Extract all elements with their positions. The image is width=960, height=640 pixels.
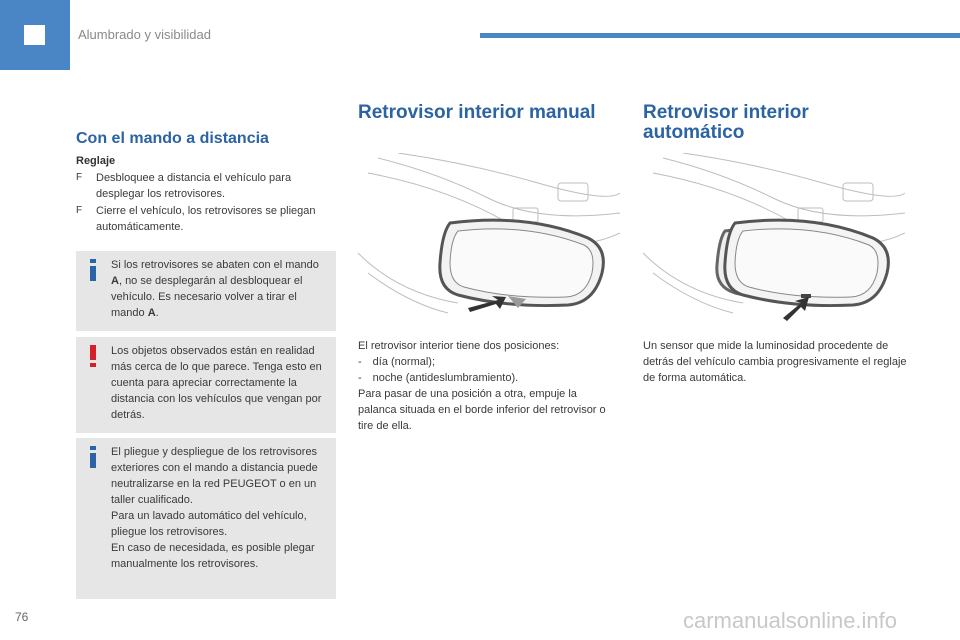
note-text: Para un lavado automático del vehículo, pliegue los retrovisores. — [111, 510, 307, 538]
list-item — [76, 170, 336, 202]
bullet-list — [76, 170, 336, 236]
section-title: Alumbrado y visibilidad — [78, 27, 211, 42]
manual-interior-mirror-illustration — [358, 153, 620, 323]
info-icon — [86, 446, 100, 468]
note-text: Los objetos observados están en realidad más cerca de lo que parece. Tenga esto en cuenta para apreciar correctamente la distancia con los vehículos que vengan por detrás. — [111, 345, 322, 421]
note-text: Si los retrovisores se abaten con el mando A, no se desplegarán al desbloquear el vehículo. Es necesario volver a tirar el mando A. — [111, 259, 319, 319]
manual-mirror-text: El retrovisor interior tiene dos posiciones: - día (normal); - noche (antideslumbramiento). Para pasar de una posición a otra, empuje la palanca situada en el borde inferior del retrovisor o tire de ella. — [358, 340, 606, 432]
automatic-interior-mirror-illustration — [643, 153, 905, 323]
warning-note — [76, 337, 336, 433]
list-item — [76, 203, 336, 235]
note-text: En caso de necesidada, es posible plegar manualmente los retrovisores. — [111, 542, 315, 570]
info-note — [76, 251, 336, 331]
remote-control-heading: Con el mando a distancia — [76, 130, 269, 147]
exclamation-icon — [86, 345, 100, 367]
page-number: 76 — [15, 610, 29, 624]
adjustment-subheading: Reglaje — [76, 155, 116, 167]
bullet-marker: F — [76, 172, 83, 183]
manual-mirror-heading: Retrovisor interior manual — [358, 102, 596, 123]
bullet-marker: F — [76, 205, 83, 216]
bullet-text: Cierre el vehículo, los retrovisores se pliegan automáticamente. — [96, 205, 316, 233]
header-rule — [480, 33, 960, 38]
watermark: carmanualsonline.info — [683, 608, 898, 633]
bullet-text: Desbloquee a distancia el vehículo para desplegar los retrovisores. — [96, 172, 292, 200]
corner-square — [24, 25, 45, 45]
corner-tab — [0, 0, 70, 70]
automatic-mirror-text: Un sensor que mide la luminosidad procedente de detrás del vehículo cambia progresivamente el reglaje de forma automática. — [643, 340, 907, 384]
info-note — [76, 438, 336, 599]
automatic-mirror-heading: Retrovisor interior automático — [643, 102, 809, 143]
note-text: El pliegue y despliegue de los retrovisores exteriores con el mando a distancia puede neutralizarse en la red PEUGEOT o en un taller cualificado. — [111, 446, 318, 506]
info-icon — [86, 259, 100, 281]
